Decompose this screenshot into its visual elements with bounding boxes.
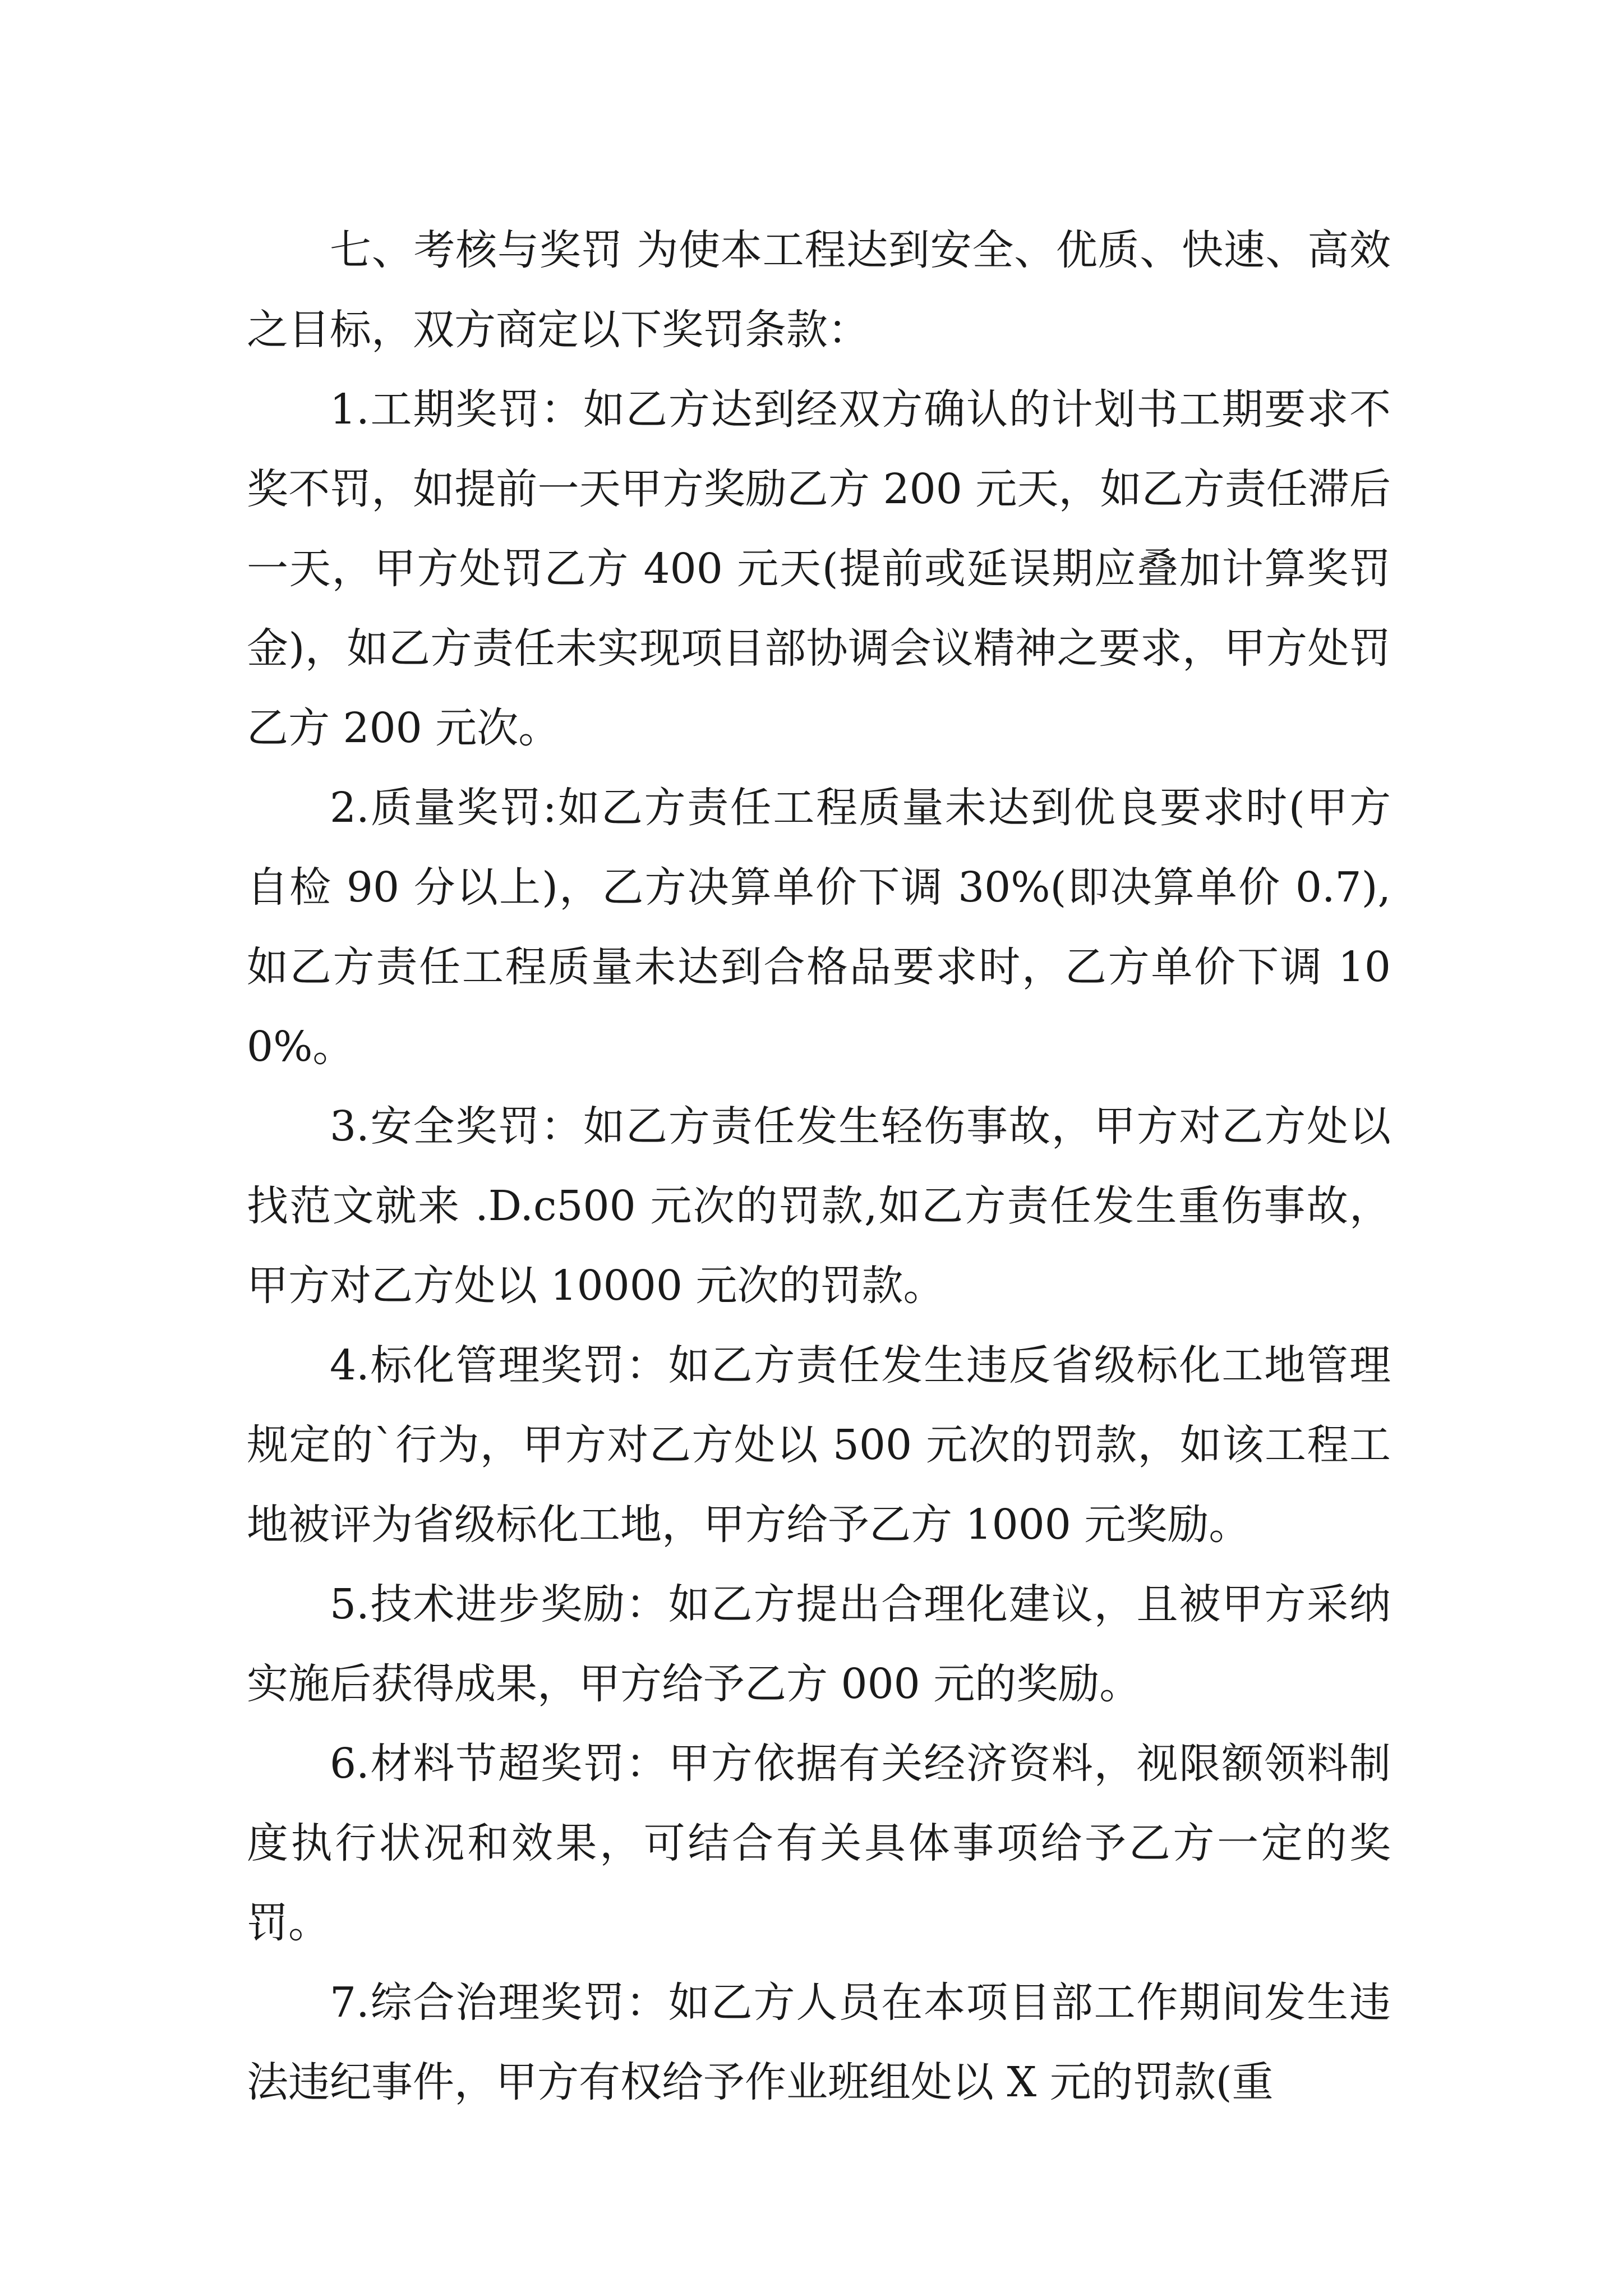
paragraph-material-penalty: 6.材料节超奖罚：甲方依据有关经济资料，视限额领料制度执行状况和效果，可结合有关具体事项给予乙方一定的奖罚。 xyxy=(247,1740,1391,1947)
paragraph-governance-penalty: 7.综合治理奖罚：如乙方人员在本项目部工作期间发生违法违纪事件，甲方有权给予作业班组处以 X 元的罚款(重 xyxy=(247,1978,1391,2106)
paragraph-quality-penalty: 2.质量奖罚:如乙方责任工程质量未达到优良要求时(甲方自检 90 分以上)，乙方决算单价下调 30%(即决算单价 0.7),如乙方责任工程质量未达到合格品要求时，乙方单价下调 100%。 xyxy=(247,784,1391,1071)
paragraph-section-heading: 七、考核与奖罚 为使本工程达到安全、优质、快速、高效之目标，双方商定以下奖罚条款： xyxy=(247,226,1391,354)
paragraph-standardization-penalty: 4.标化管理奖罚：如乙方责任发生违反省级标化工地管理规定的`行为，甲方对乙方处以 500 元次的罚款，如该工程工地被评为省级标化工地，甲方给予乙方 1000 元奖励。 xyxy=(247,1341,1391,1549)
document-body xyxy=(247,210,1391,2122)
paragraph-safety-penalty: 3.安全奖罚：如乙方责任发生轻伤事故，甲方对乙方处以找范文就来 .D.c500 元次的罚款,如乙方责任发生重伤事故，甲方对乙方处以 10000 元次的罚款。 xyxy=(247,1102,1391,1310)
paragraph-schedule-penalty: 1.工期奖罚：如乙方达到经双方确认的计划书工期要求不奖不罚，如提前一天甲方奖励乙方 200 元天，如乙方责任滞后一天，甲方处罚乙方 400 元天(提前或延误期应叠加计算奖罚金)，如乙方责任未实现项目部协调会议精神之要求，甲方处罚乙方 200 元次。 xyxy=(247,385,1391,752)
paragraph-technical-reward: 5.技术进步奖励：如乙方提出合理化建议，且被甲方采纳实施后获得成果，甲方给予乙方 000 元的奖励。 xyxy=(247,1580,1391,1708)
